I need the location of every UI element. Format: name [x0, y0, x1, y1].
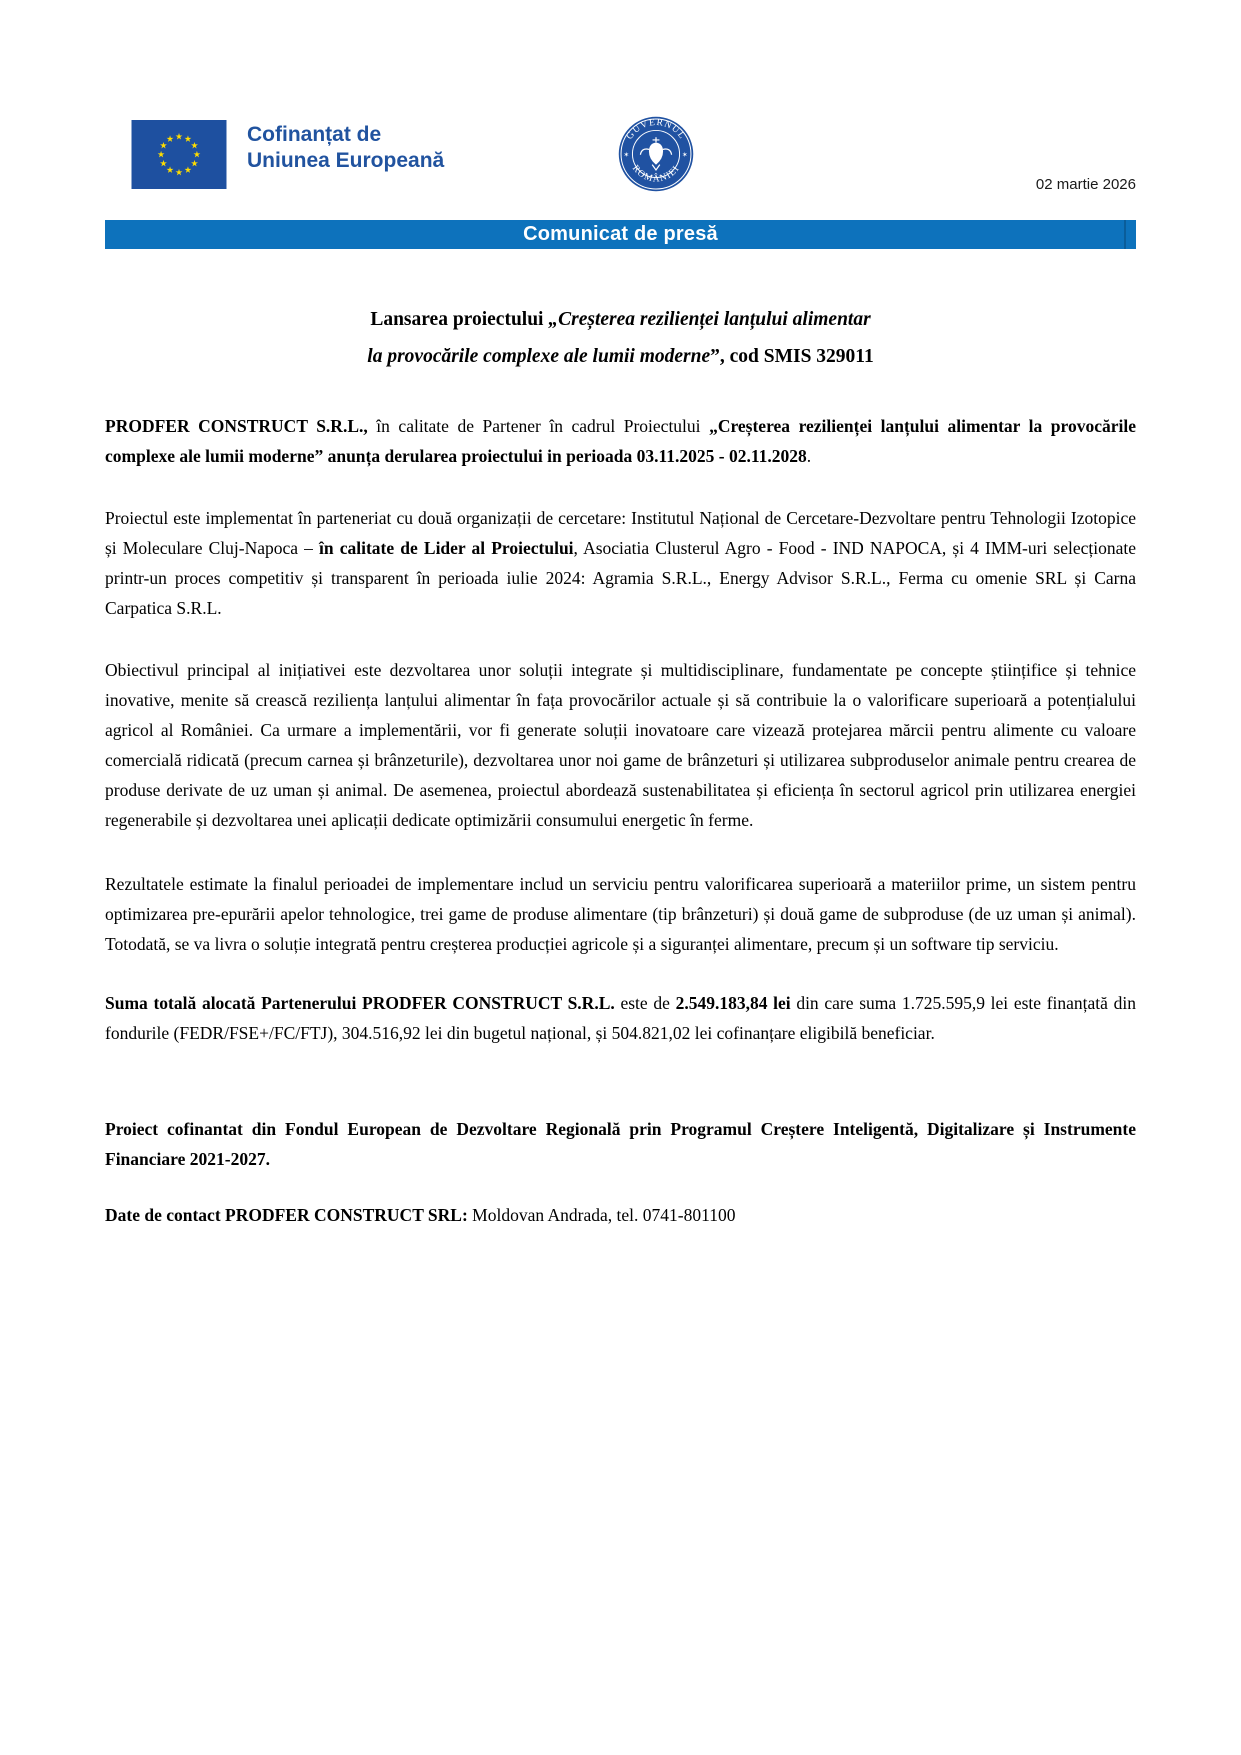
press-release-banner — [105, 220, 1136, 249]
title-line1-regular: Lansarea proiectului — [370, 309, 549, 330]
eu-text-line2: Uniunea Europeană — [247, 149, 445, 172]
paragraph-partner-announcement — [105, 411, 1136, 471]
project-title — [105, 301, 1136, 375]
p7-contact-details: Moldovan Andrada, tel. 0741-801100 — [467, 1205, 736, 1225]
p5-regular-1: este de — [614, 993, 676, 1013]
p1-regular-1: în calitate de Partener în cadrul Proiectului — [367, 416, 710, 436]
title-line2-italic: la provocările complexe ale lumii moderne — [367, 346, 711, 367]
p1-bold-project: „Creșterea rezilienței lanțului alimentar la provocările complexe ale lumii moderne” anunța derularea proiectului in perioada 03.11.2025 - 02.11.2028 — [105, 416, 1136, 466]
p1-bold-company: PRODFER CONSTRUCT S.R.L., — [105, 416, 368, 436]
title-line1-italic: „Creșterea rezilienței lanțului alimentar — [548, 309, 871, 330]
banner-label: Comunicat de presă — [523, 223, 718, 245]
p5-regular-2: din care suma 1.725.595,9 lei este finanțată din fondurile (FEDR/FSE+/FC/FTJ), 304.516,92 lei din bugetul național, și 504.821,02 lei cofinanțare eligibilă beneficiar. — [105, 993, 1136, 1043]
p5-bold-total: Suma totală alocată Partenerului PRODFER CONSTRUCT S.R.L. — [105, 993, 615, 1013]
p4-regular: Rezultatele estimate la finalul perioadei de implementare includ un serviciu pentru valorificarea superioară a materiilor prime, un sistem pentru optimizarea pre-epurării apelor tehnologice, trei game de produse alimentare (tip brânzeturi) și două game de subproduse (de uz uman și animal). Totodată, se va livra o soluție integrată pentru creșterea producției agricole și a siguranței alimentare, precum și un software tip serviciu. — [105, 874, 1136, 954]
paragraph-contact — [105, 1200, 1136, 1230]
eu-cofinance-logo — [131, 120, 444, 189]
p2-bold-leader: în calitate de Lider al Proiectului — [319, 538, 574, 558]
romanian-government-seal-icon — [618, 116, 694, 192]
seal-right-star: ✶ — [681, 152, 688, 160]
p7-bold-label: Date de contact PRODFER CONSTRUCT SRL: — [105, 1205, 468, 1225]
seal-top-text: GUVERNUL — [624, 117, 688, 142]
p1-regular-2: . — [806, 446, 812, 466]
title-line2-suffix: ”, cod SMIS 329011 — [710, 346, 874, 367]
eu-flag-icon — [131, 120, 227, 189]
eu-text-line1: Cofinanțat de — [247, 123, 382, 146]
p2-regular-1: Proiectul este implementat în parteneriat cu două organizații de cercetare: Institutul Național de Cercetare-Dezvoltare pentru Tehnologii Izotopice și Moleculare Cluj-Napoca – — [105, 508, 1136, 558]
paragraph-partnership — [105, 503, 1136, 623]
paragraph-results — [105, 869, 1136, 959]
p6-bold: Proiect cofinantat din Fondul European de Dezvoltare Regională prin Programul Creștere Inteligentă, Digitalizare și Instrumente Financiare 2021-2027. — [105, 1119, 1136, 1169]
title-line-1 — [105, 301, 1136, 338]
seal-bottom-text: ROMÂNIEI — [629, 163, 683, 185]
paragraph-budget — [105, 988, 1136, 1048]
paragraph-cofinancing — [105, 1114, 1136, 1174]
p5-bold-amount: 2.549.183,84 lei — [675, 993, 791, 1013]
p3-regular: Obiectivul principal al inițiativei este dezvoltarea unor soluții integrate și multidisciplinare, fundamentate pe concepte științifice și tehnice inovative, menite să crească reziliența lanțului alimentar în fața provocărilor actuale și să contribuie la o valorificare superioară a potențialului agricol al României. Ca urmare a implementării, vor fi generate soluții inovatoare care vizează protejarea mărcii pentru alimente cu valoare comercială ridicată (precum carnea și brânzeturile), dezvoltarea unor noi game de brânzeturi și utilizarea subproduselor animale pentru crearea de produse derivate de uz uman și animal. De asemenea, proiectul abordează sustenabilitatea și eficiența în sectorul agricol prin utilizarea energiei regenerabile și dezvoltarea unei aplicații dedicate optimizării consumului energetic în ferme. — [105, 660, 1136, 830]
seal-left-star: ✶ — [623, 152, 630, 160]
date: 02 martie 2026 — [1035, 176, 1136, 193]
paragraph-objective — [105, 655, 1136, 835]
eu-cofinance-text — [247, 122, 444, 174]
p2-regular-2: , Asociatia Clusterul Agro - Food - IND NAPOCA, și 4 IMM-uri selecționate printr-un proces competitiv și transparent în perioada iulie 2024: Agramia S.R.L., Energy Advisor S.R.L., Ferma cu omenie SRL și Carna Carpatica S.R.L. — [105, 538, 1136, 618]
title-line-2 — [105, 338, 1136, 375]
